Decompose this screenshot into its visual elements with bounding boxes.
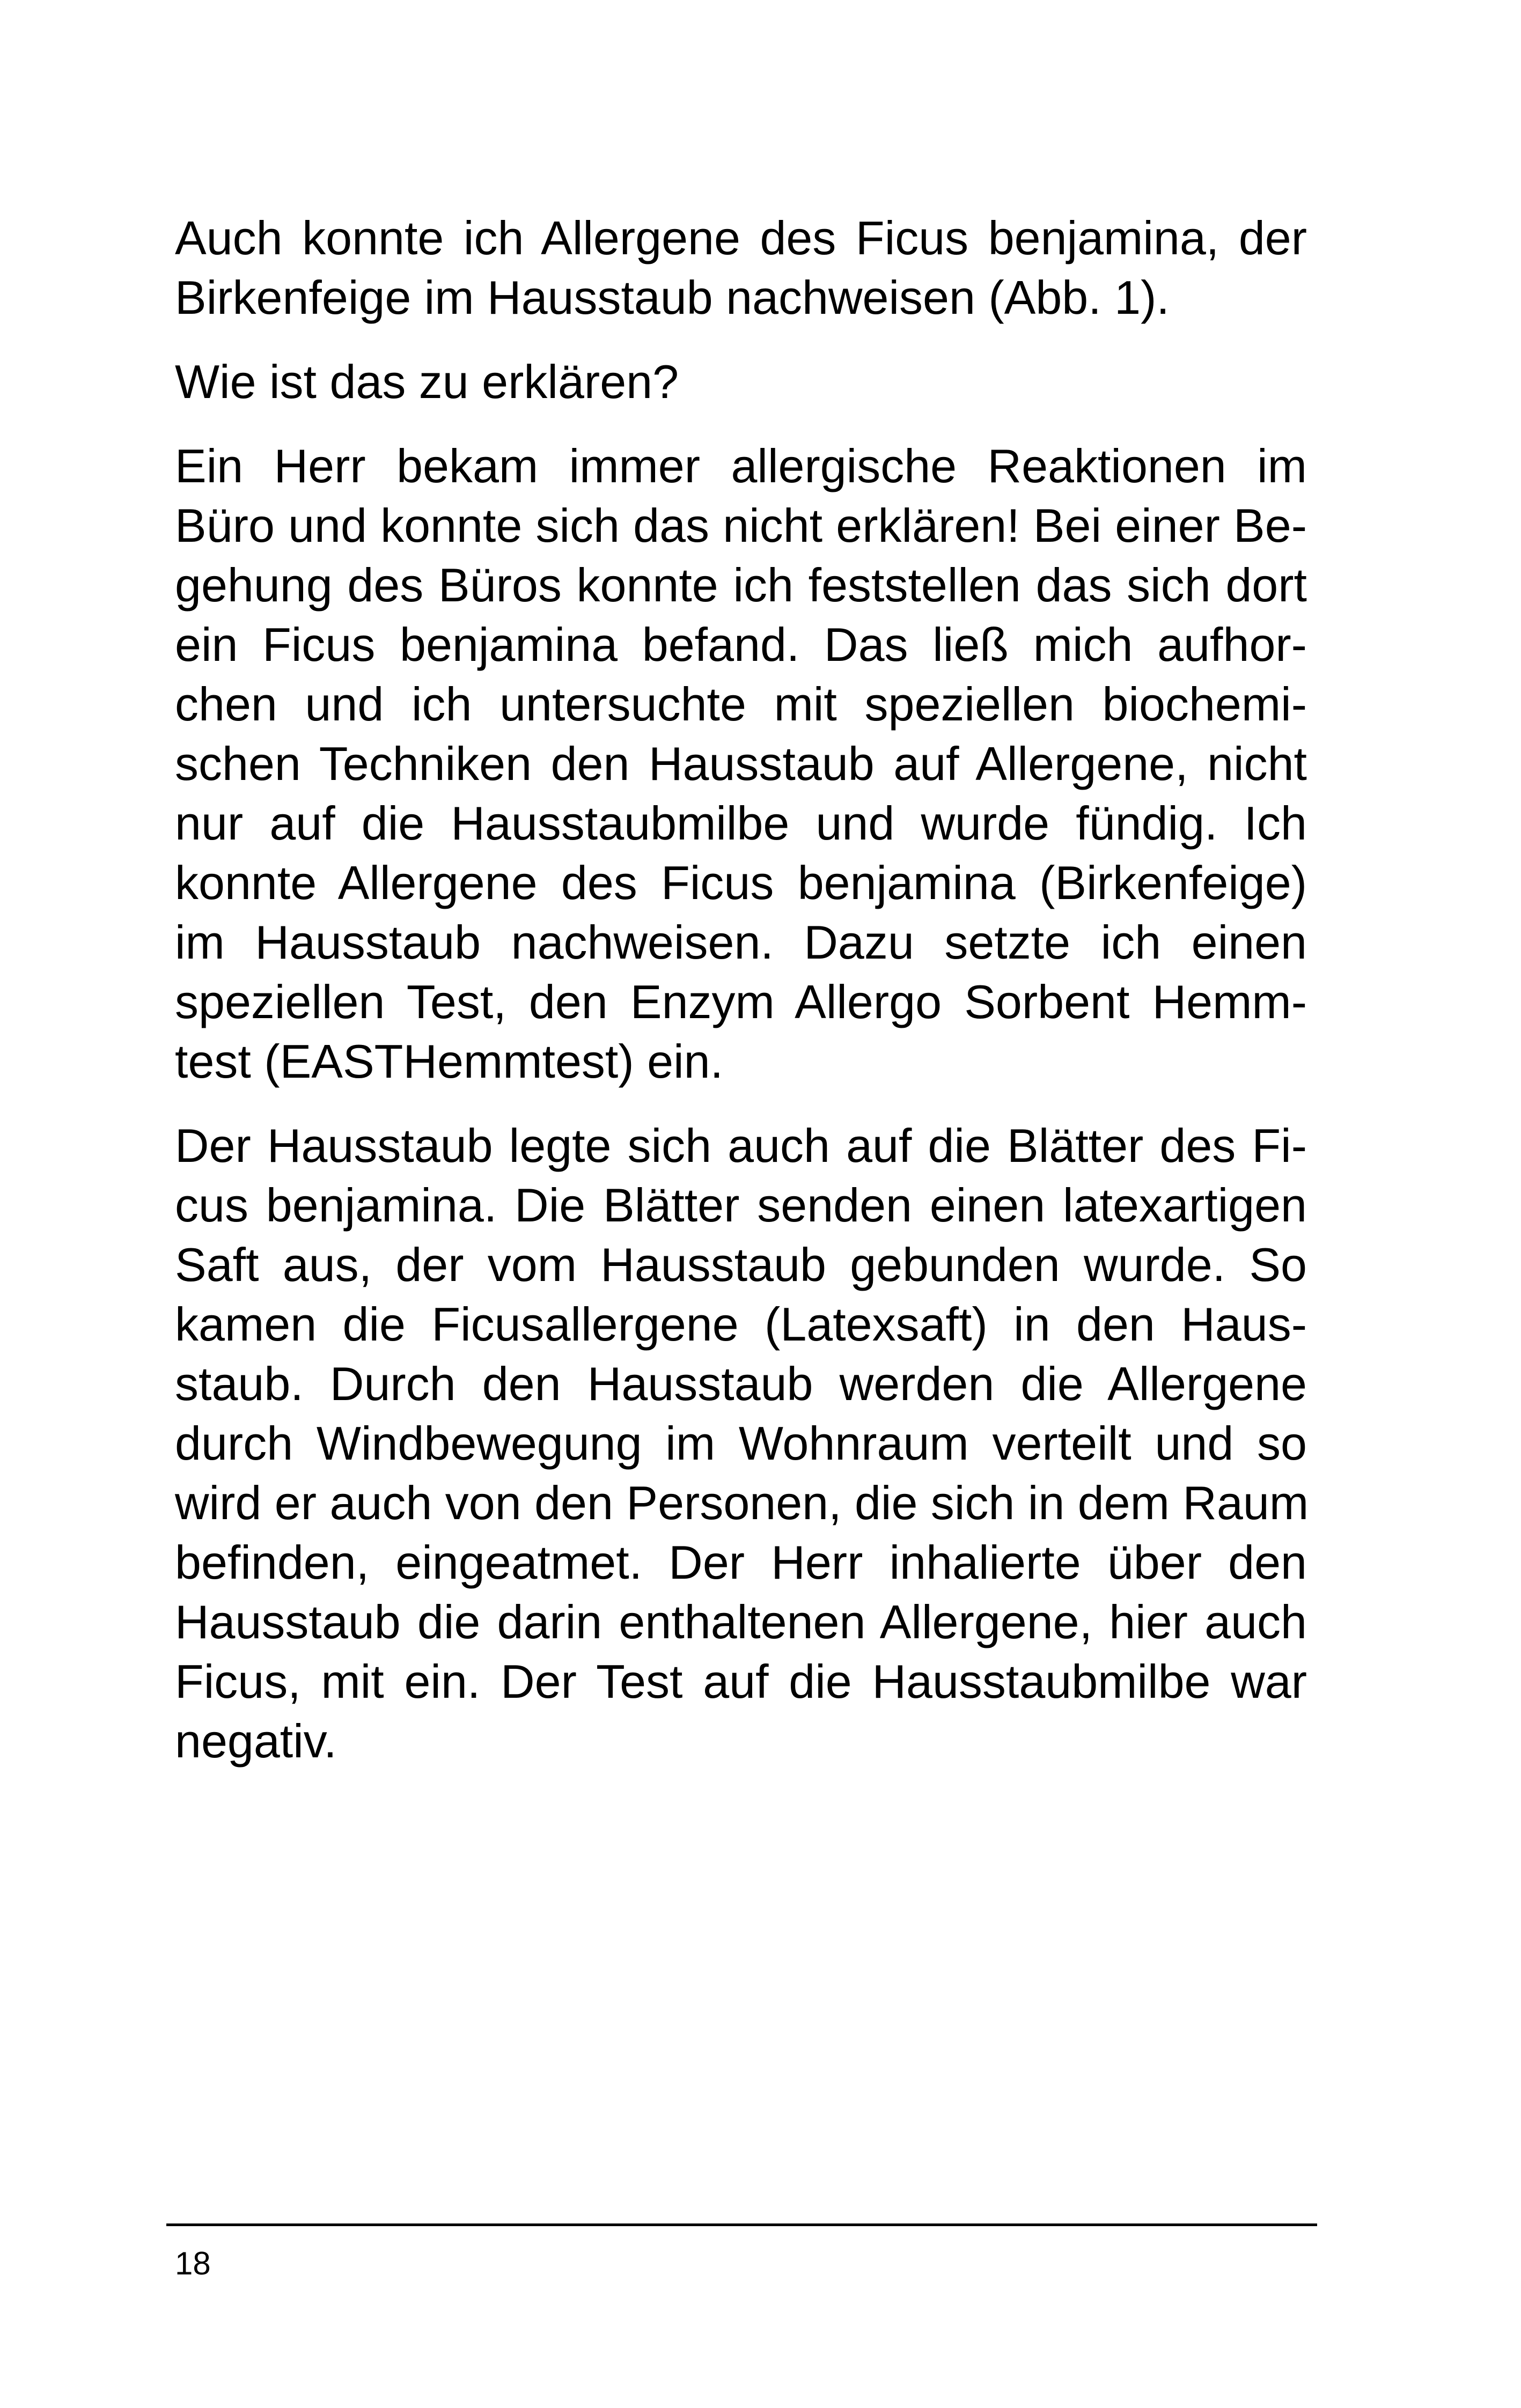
paragraph (175, 208, 1307, 327)
text-line: Der Hausstaub legte sich auch auf die Blätter des Fi- (175, 1119, 1307, 1172)
text-line: konnte Allergene des Ficus benjamina (Birkenfeige) (175, 856, 1307, 909)
body-text (175, 208, 1307, 1771)
text-line: befinden, eingeatmet. Der Herr inhalierte über den (175, 1536, 1307, 1589)
text-line: Saft aus, der vom Hausstaub gebunden wurde. So (175, 1238, 1307, 1291)
text-line: wird er auch von den Personen, die sich in dem Raum (175, 1476, 1309, 1529)
text-line: schen Techniken den Hausstaub auf Allergene, nicht (175, 737, 1307, 790)
text-line: Hausstaub die darin enthaltenen Allergene, hier auch (175, 1595, 1307, 1648)
paragraph (175, 352, 1307, 411)
text-line: Büro und konnte sich das nicht erklären! Bei einer Be- (175, 499, 1307, 552)
text-line: im Hausstaub nachweisen. Dazu setzte ich einen (175, 916, 1307, 969)
text-line: negativ. (175, 1714, 337, 1768)
text-line: nur auf die Hausstaubmilbe und wurde fündig. Ich (175, 797, 1307, 850)
text-line: Ein Herr bekam immer allergische Reaktionen im (175, 439, 1307, 492)
text-line: ein Ficus benjamina befand. Das ließ mich aufhor- (175, 618, 1307, 671)
text-line: test (EASTHemmtest) ein. (175, 1035, 724, 1088)
paragraph (175, 436, 1307, 1091)
text-line: Auch konnte ich Allergene des Ficus benjamina, der (175, 211, 1307, 264)
text-line: chen und ich untersuchte mit speziellen biochemi- (175, 678, 1307, 731)
text-line: staub. Durch den Hausstaub werden die Allergene (175, 1357, 1307, 1410)
text-line: gehung des Büros konnte ich feststellen das sich dort (175, 558, 1307, 612)
page-number: 18 (175, 2245, 211, 2281)
footer-divider (166, 2223, 1317, 2226)
text-line: speziellen Test, den Enzym Allergo Sorbent Hemm- (175, 975, 1307, 1028)
paragraph (175, 1116, 1307, 1771)
text-line: cus benjamina. Die Blätter senden einen latexartigen (175, 1179, 1307, 1232)
text-line: kamen die Ficusallergene (Latexsaft) in den Haus- (175, 1298, 1307, 1351)
text-line: Birkenfeige im Hausstaub nachweisen (Abb. 1). (175, 271, 1170, 324)
text-line: Wie ist das zu erklären? (175, 355, 679, 408)
text-line: Ficus, mit ein. Der Test auf die Hausstaubmilbe war (175, 1655, 1307, 1708)
text-line: durch Windbewegung im Wohnraum verteilt und so (175, 1417, 1307, 1470)
